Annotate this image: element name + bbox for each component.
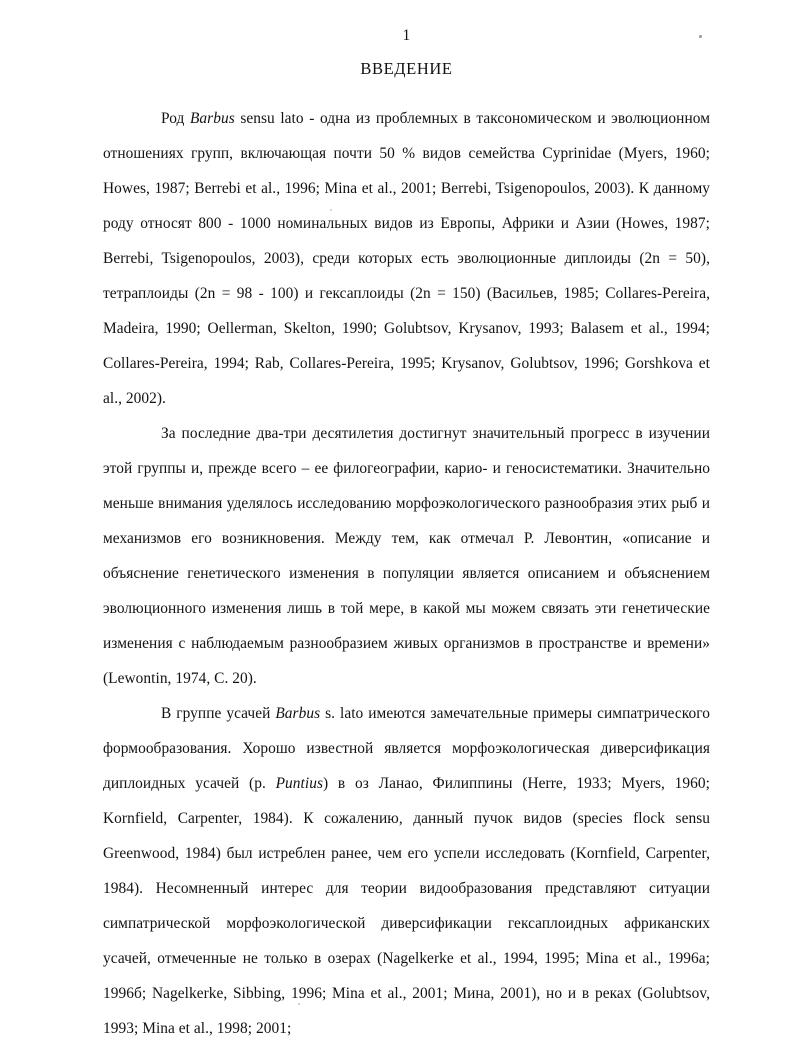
- scan-speck: [330, 209, 332, 211]
- body-text: [103, 101, 710, 1046]
- scan-speck: [699, 35, 702, 38]
- page-title: ВВЕДЕНИЕ: [360, 59, 453, 78]
- genus-name-barbus-2: Barbus: [275, 705, 321, 722]
- paragraph-3-text-b: s. lato имеются замечательные примеры симпатрического формообразования. Хорошо известной является морфоэкологическая диверсификация диплоидных усачей (p.: [103, 705, 710, 792]
- paragraph-2: За последние два-три десятилетия достигнут значительный прогресс в изучении этой группы и, прежде всего – ее филогеографии, карио- и геносистематики. Значительно меньше внимания уделялось исследованию морфоэкологического разнообразия этих рыб и механизмов его возникновения. Между тем, как отмечал Р. Левонтин, «описание и объяснение генетического изменения в популяции является описанием и объяснением эволюционного изменения лишь в той мере, в какой мы можем связать эти генетические изменения с наблюдаемым разнообразием живых организмов в пространстве и времени» (Lewontin, 1974, С. 20).: [103, 425, 710, 687]
- paragraph-1: [103, 101, 710, 416]
- page-content: [103, 26, 710, 1046]
- paragraph-3-text-a: В группе усачей: [161, 705, 276, 722]
- paragraph-1-text-b: sensu lato - одна из проблемных в таксономическом и эволюционном отношениях групп, включающая почти 50 % видов семейства Cyprinidae (Myers, 1960; Howes, 1987; Berrebi et al., 1996; Mina et al., 2001; Berrebi, Tsigenopoulos, 2003). К данному роду относят 800 - 1000 номинальных видов из Европы, Африки и Азии (Howes, 1987; Berrebi, Tsigenopoulos, 2003), среди которых есть эволюционные диплоиды (2n = 50), тетраплоиды (2n = 98 - 100) и гексаплоиды (2n = 150) (Васильев, 1985; Collares-Pereira, Madeira, 1990; Oellerman, Skelton, 1990; Golubtsov, Krysanov, 1993; Balasem et al., 1994; Collares-Pereira, 1994; Rab, Collares-Pereira, 1995; Krysanov, Golubtsov, 1996; Gorshkova et al., 2002).: [103, 110, 710, 407]
- genus-name-barbus: Barbus: [189, 110, 235, 127]
- genus-name-puntius: Puntius: [275, 775, 323, 792]
- scan-speck: [298, 1003, 300, 1005]
- paragraph-3: [103, 696, 710, 1046]
- paragraph-1-text-a: Род: [161, 110, 190, 127]
- page-number: 1: [402, 27, 411, 44]
- paragraph-3-text-c: ) в оз Ланао, Филиппины (Herre, 1933; Myers, 1960; Kornfield, Carpenter, 1984). К сожалению, данный пучок видов (species flock sensu Greenwood, 1984) был истреблен ранее, чем его успели исследовать (Kornfield, Carpenter, 1984). Несомненный интерес для теории видообразования представляют ситуации симпатрической морфоэкологической диверсификации гексаплоидных африканских усачей, отмеченные не только в озерах (Nagelkerke et al., 1994, 1995; Mina et al., 1996a; 1996б; Nagelkerke, Sibbing, 1996; Mina et al., 2001; Мина, 2001), но и в реках (Golubtsov, 1993; Mina et al., 1998; 2001;: [103, 775, 710, 1037]
